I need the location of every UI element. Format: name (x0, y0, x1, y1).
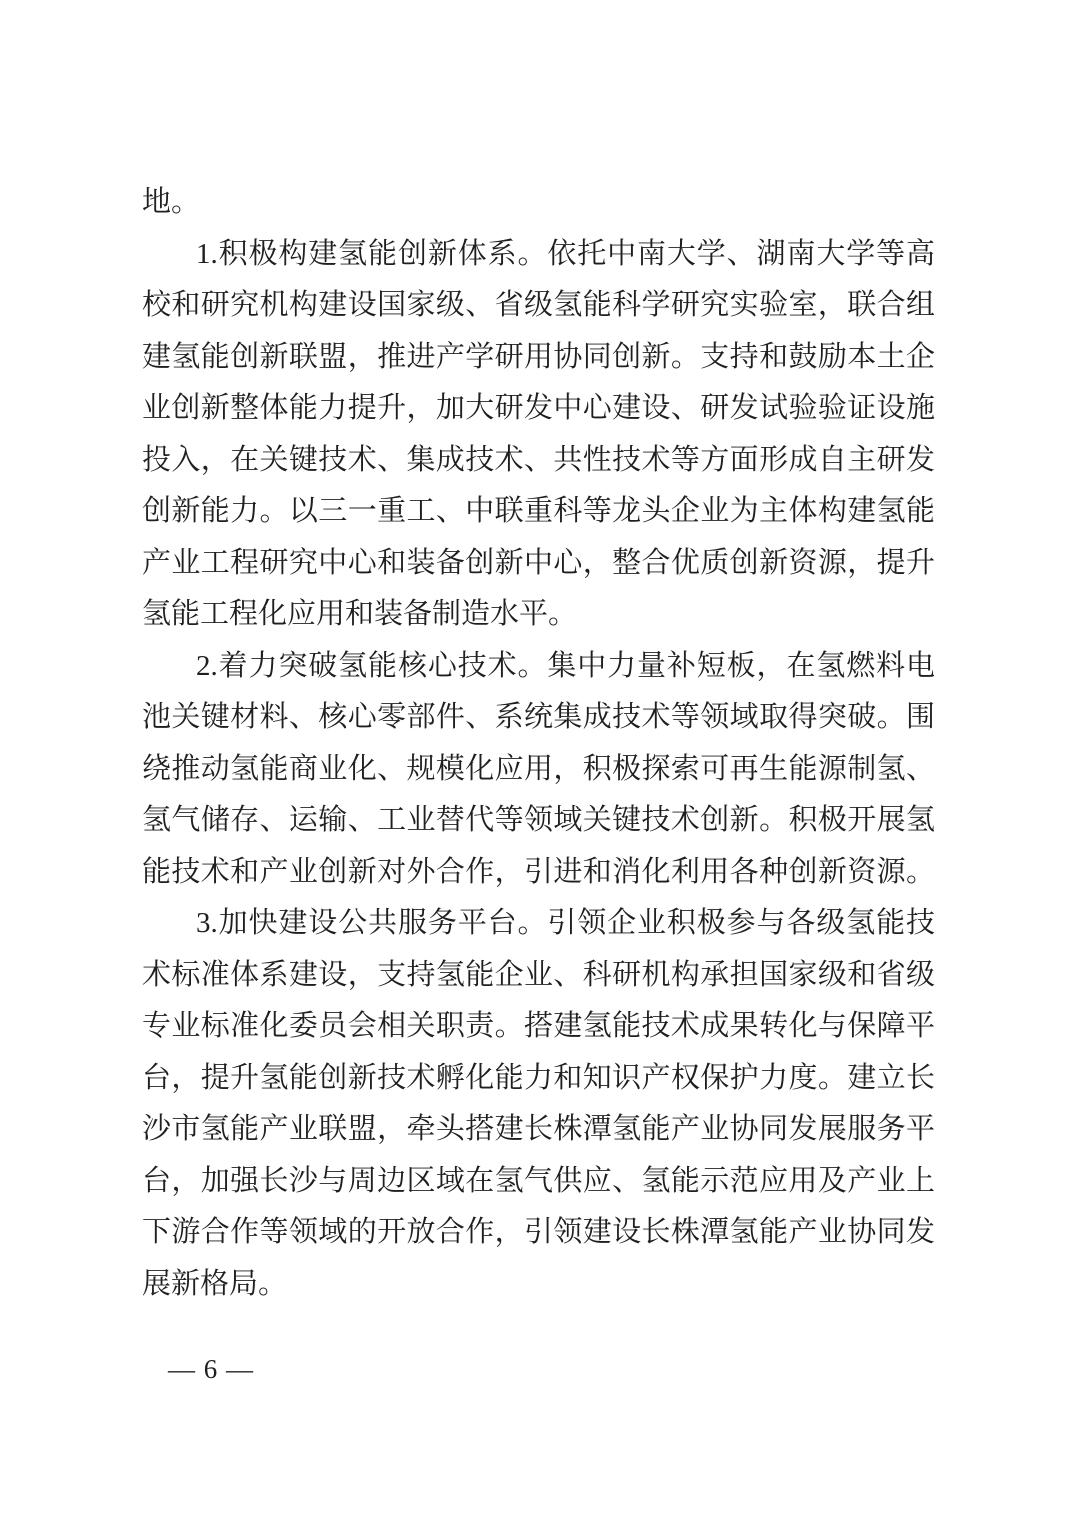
text-line: 术标准体系建设，支持氢能企业、科研机构承担国家级和省级 (142, 958, 935, 991)
text-line: 地。 (142, 186, 201, 218)
text-line: 下游合作等领域的开放合作，引领建设长株潭氢能产业协同发 (142, 1216, 935, 1248)
text-line: 台，提升氢能创新技术孵化能力和知识产权保护力度。建立长 (142, 1061, 935, 1094)
text-line: 2.着力突破氢能核心技术。集中力量补短板，在氢燃料电 (196, 649, 935, 682)
text-line: 能技术和产业创新对外合作，引进和消化利用各种创新资源。 (142, 855, 935, 888)
text-line: 投入，在关键技术、集成技术、共性技术等方面形成自主研发 (142, 443, 935, 476)
text-line: 校和研究机构建设国家级、省级氢能科学研究实验室，联合组 (142, 289, 935, 321)
text-line: 绕推动氢能商业化、规模化应用，积极探索可再生能源制氢、 (142, 752, 935, 785)
page-number: — 6 — (168, 1354, 254, 1384)
body-text (142, 177, 935, 1310)
text-line: 3.加快建设公共服务平台。引领企业积极参与各级氢能技 (196, 907, 935, 939)
text-line: 池关键材料、核心零部件、系统集成技术等领域取得突破。围 (142, 701, 935, 733)
text-line: 氢能工程化应用和装备制造水平。 (142, 598, 578, 630)
text-line: 创新能力。以三一重工、中联重科等龙头企业为主体构建氢能 (142, 495, 935, 527)
text-line: 建氢能创新联盟，推进产学研用协同创新。支持和鼓励本土企 (142, 340, 935, 373)
text-line: 业创新整体能力提升，加大研发中心建设、研发试验验证设施 (142, 392, 935, 424)
text-line: 台，加强长沙与周边区域在氢气供应、氢能示范应用及产业上 (142, 1164, 935, 1197)
text-line: 展新格局。 (142, 1267, 288, 1300)
text-line: 产业工程研究中心和装备创新中心，整合优质创新资源，提升 (142, 546, 935, 579)
text-line: 氢气储存、运输、工业替代等领域关键技术创新。积极开展氢 (142, 804, 935, 836)
text-line: 沙市氢能产业联盟，牵头搭建长株潭氢能产业协同发展服务平 (142, 1113, 935, 1145)
text-line: 1.积极构建氢能创新体系。依托中南大学、湖南大学等高 (196, 237, 935, 270)
text-line: 专业标准化委员会相关职责。搭建氢能技术成果转化与保障平 (142, 1010, 935, 1042)
